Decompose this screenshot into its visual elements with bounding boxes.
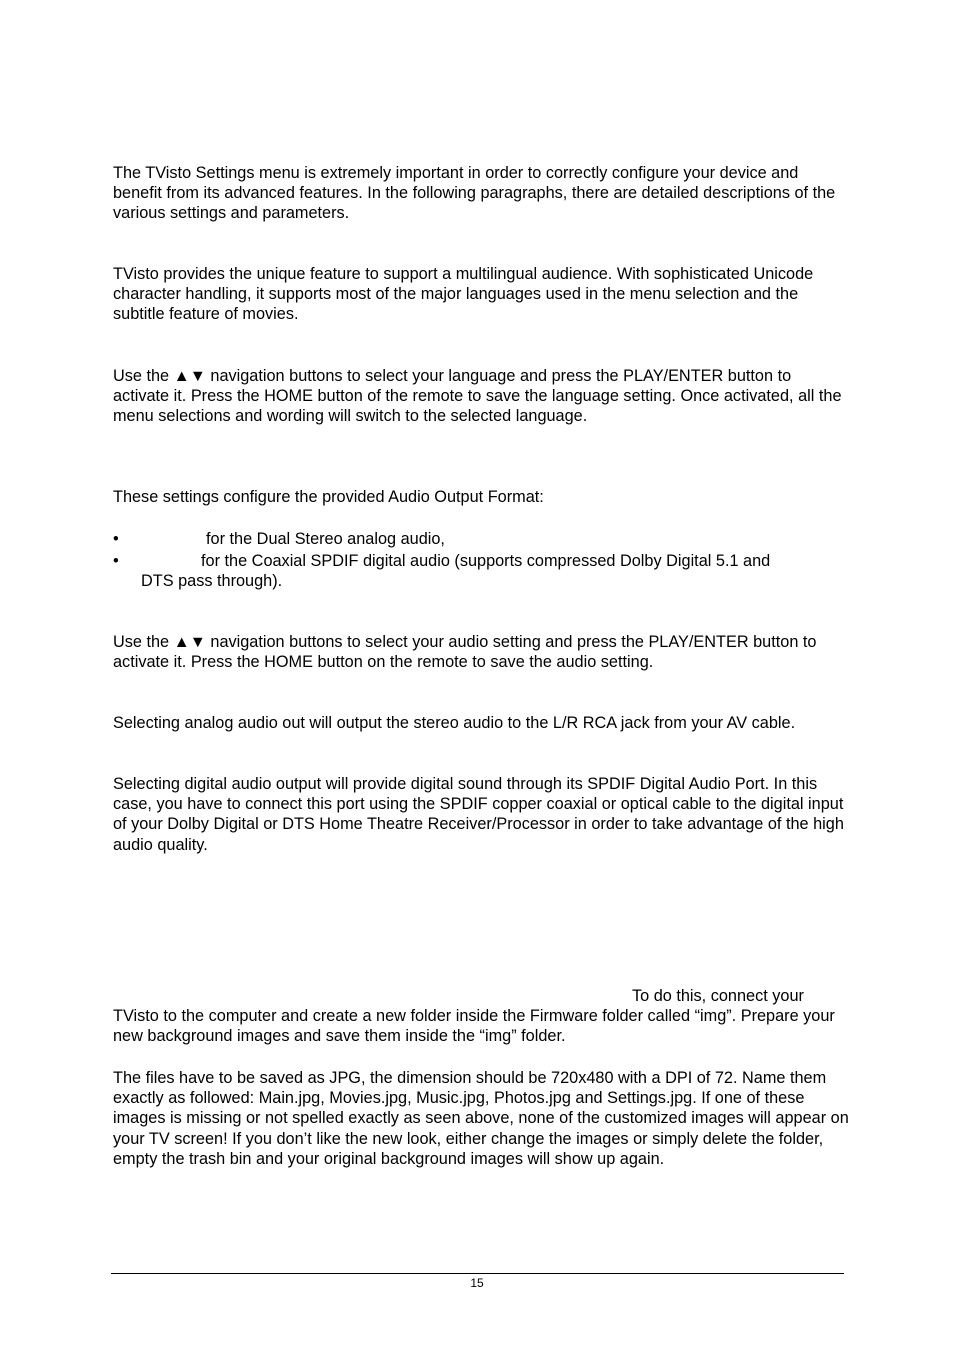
- bullet-icon: •: [113, 530, 119, 548]
- analog-output-paragraph: Selecting analog audio out will output the stereo audio to the L/R RCA jack from your AV cable.: [113, 714, 796, 732]
- background-first-line: To do this, connect your: [632, 987, 804, 1005]
- page-number: 15: [470, 1276, 484, 1290]
- audio-intro-paragraph: These settings configure the provided Audio Output Format:: [113, 488, 544, 506]
- intro-paragraph: The TVisto Settings menu is extremely important in order to correctly configure your device and benefit from its advanced features. In the following paragraphs, there are detailed descriptions of the various settings and parameters.: [113, 164, 836, 223]
- background-paragraph: TVisto to the computer and create a new folder inside the Firmware folder called “img”. Prepare your new background images and save them inside the “img” folder.: [113, 1007, 835, 1046]
- footer-divider: [111, 1273, 844, 1274]
- digital-output-paragraph: Selecting digital audio output will provide digital sound through its SPDIF Digital Audio Port. In this case, you have to connect this port using the SPDIF copper coaxial or optical cable to the digital input of your Dolby Digital or DTS Home Theatre Receiver/Processor in order to take advantage of the high audio quality.: [113, 775, 844, 854]
- language-intro-paragraph: TVisto provides the unique feature to support a multilingual audience. With sophisticated Unicode character handling, it supports most of the major languages used in the menu selection and the subtitle feature of movies.: [113, 265, 814, 324]
- bullet-analog-text: for the Dual Stereo analog audio,: [206, 530, 445, 548]
- language-navigation-paragraph: Use the ▲▼ navigation buttons to select your language and press the PLAY/ENTER button to activate it. Press the HOME button of the remote to save the language setting. Once activated, all the menu selections and wording will switch to the selected language.: [113, 367, 842, 426]
- bullet-digital-text: for the Coaxial SPDIF digital audio (supports compressed Dolby Digital 5.1 and: [201, 552, 771, 570]
- audio-navigation-paragraph: Use the ▲▼ navigation buttons to select your audio setting and press the PLAY/ENTER button to activate it. Press the HOME button on the remote to save the audio setting.: [113, 633, 817, 672]
- background-files-paragraph: The files have to be saved as JPG, the dimension should be 720x480 with a DPI of 72. Name them exactly as followed: Main.jpg, Movies.jpg, Music.jpg, Photos.jpg and Settings.jpg. If one of these images is missing or not spelled exactly as seen above, none of the customized images will appear on your TV screen! If you don’t like the new look, either change the images or simply delete the folder, empty the trash bin and your original background images will show up again.: [113, 1069, 849, 1168]
- bullet-digital-continuation-text: DTS pass through).: [141, 572, 283, 590]
- bullet-icon: •: [113, 552, 119, 570]
